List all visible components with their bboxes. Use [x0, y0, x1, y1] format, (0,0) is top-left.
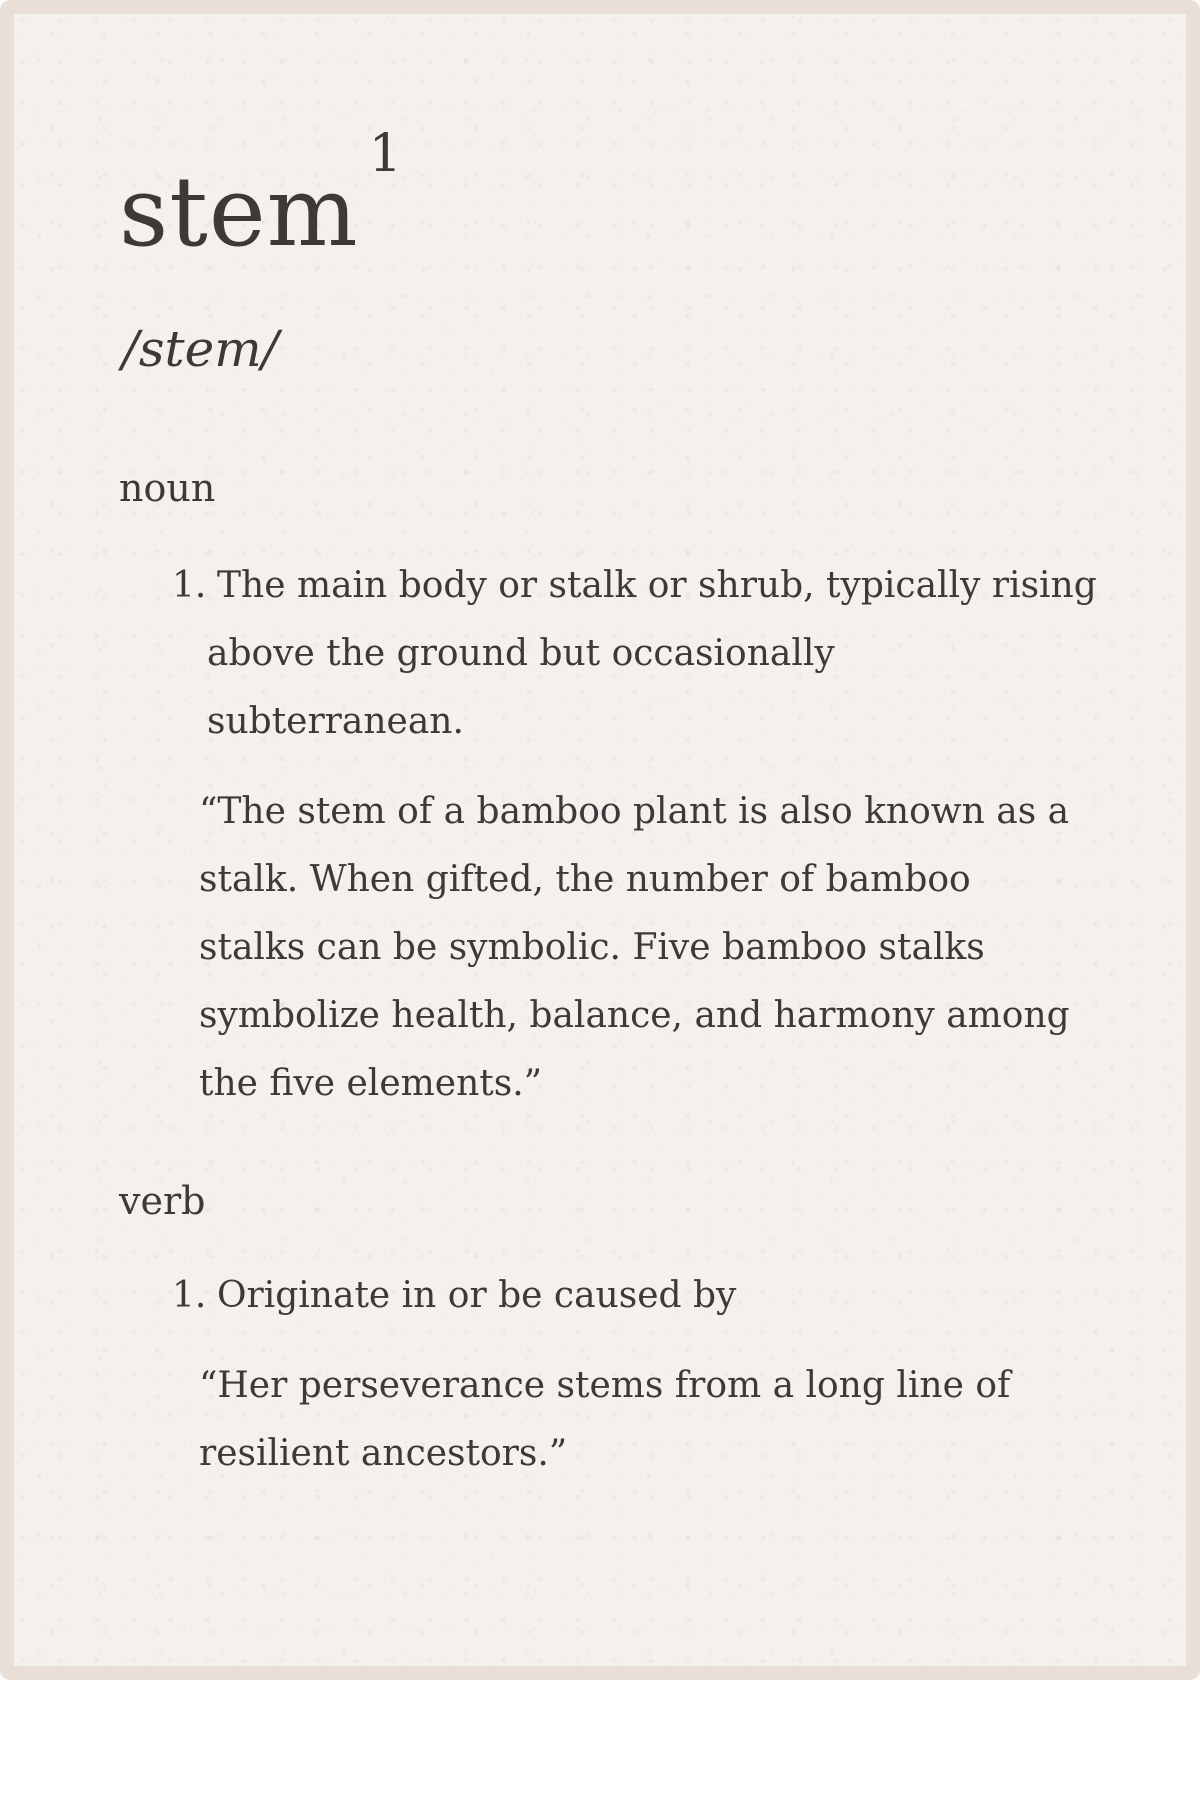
definition-text: The main body or stalk or shrub, typically rising above the ground but occasionally subterranean. — [207, 565, 1097, 742]
noun-example-1: “The stem of a bamboo plant is also known as a stalk. When gifted, the number of bamboo stalks can be symbolic. Five bamboo stalks symbolize health, balance, and harmony among the five elements.” — [199, 791, 1070, 1104]
homograph-number: 1 — [368, 124, 403, 184]
headword-text: stem — [119, 156, 359, 268]
verb-definition-1 — [172, 1262, 1102, 1330]
definition-number: 1. — [172, 565, 207, 606]
definition-number: 1. — [172, 1275, 207, 1316]
noun-definition-1 — [172, 552, 1102, 756]
verb-example-1: “Her perseverance stems from a long line of resilient ancestors.” — [199, 1365, 1011, 1474]
part-of-speech-verb: verb — [119, 1179, 206, 1223]
headword — [119, 124, 403, 268]
definition-text: Originate in or be caused by — [217, 1275, 737, 1316]
part-of-speech-noun: noun — [119, 466, 216, 510]
pronunciation: /stem/ — [122, 320, 279, 378]
